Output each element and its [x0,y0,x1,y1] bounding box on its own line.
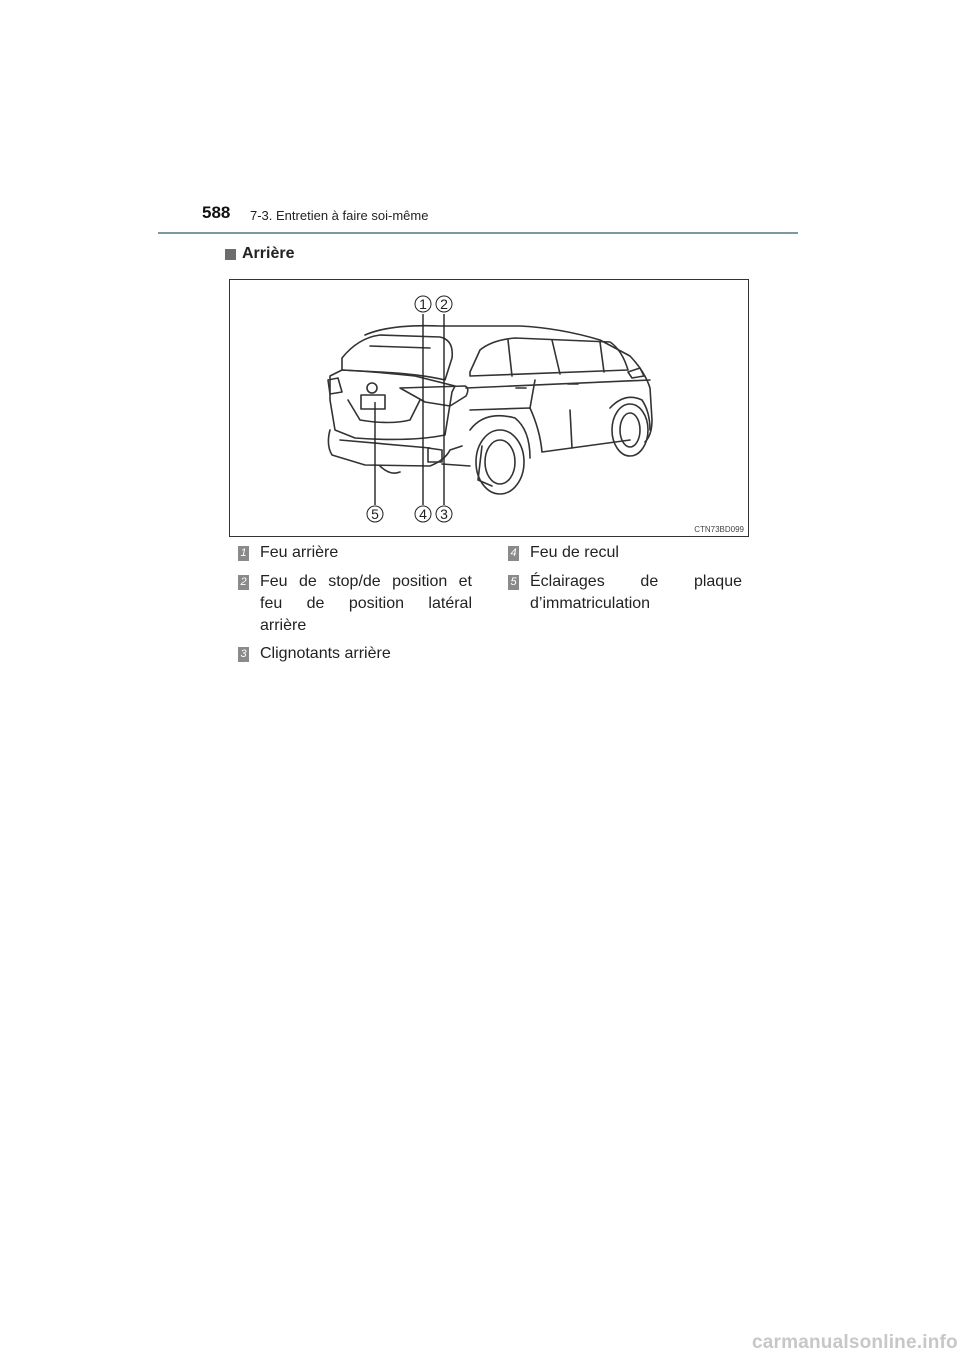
legend-text-5-line2: d’immatriculation [530,595,651,612]
legend-number-5: 5 [508,575,519,590]
legend-text-1: Feu arrière [260,544,339,561]
legend-number-4: 4 [508,546,519,561]
tailgate [330,370,455,439]
figure-code: CTN73BD099 [694,525,744,534]
header-rule [158,232,798,234]
callout-2: 2 [440,296,448,312]
vehicle-rear-illustration [229,279,749,537]
callout-5: 5 [371,506,379,522]
legend-text-2-line3: arrière [260,617,307,634]
taillight-right [400,386,468,406]
site-watermark: carmanualsonline.info [752,1332,958,1353]
callout-1: 1 [419,296,427,312]
legend-text-3: Clignotants arrière [260,645,391,662]
legend-text-4: Feu de recul [530,544,619,561]
legend-text-2-line1: Feu de stop/de position et [260,573,472,590]
legend-text-2-line2: feu de position latéral [260,595,472,612]
suv-rear-drawing [230,280,748,536]
callout-3: 3 [440,506,448,522]
front-wheel [612,404,648,456]
callout-4: 4 [419,506,427,522]
legend-number-1: 1 [238,546,249,561]
rear-window [342,335,452,380]
legend-number-3: 3 [238,647,249,662]
section-heading-label: Arrière [242,245,295,262]
legend-number-2: 2 [238,575,249,590]
page-number: 588 [202,203,231,222]
square-bullet-icon [225,249,236,260]
legend-text-5-line1: Éclairages de plaque [530,573,742,590]
section-heading [225,245,294,263]
section-title: 7-3. Entretien à faire soi-même [250,208,429,223]
